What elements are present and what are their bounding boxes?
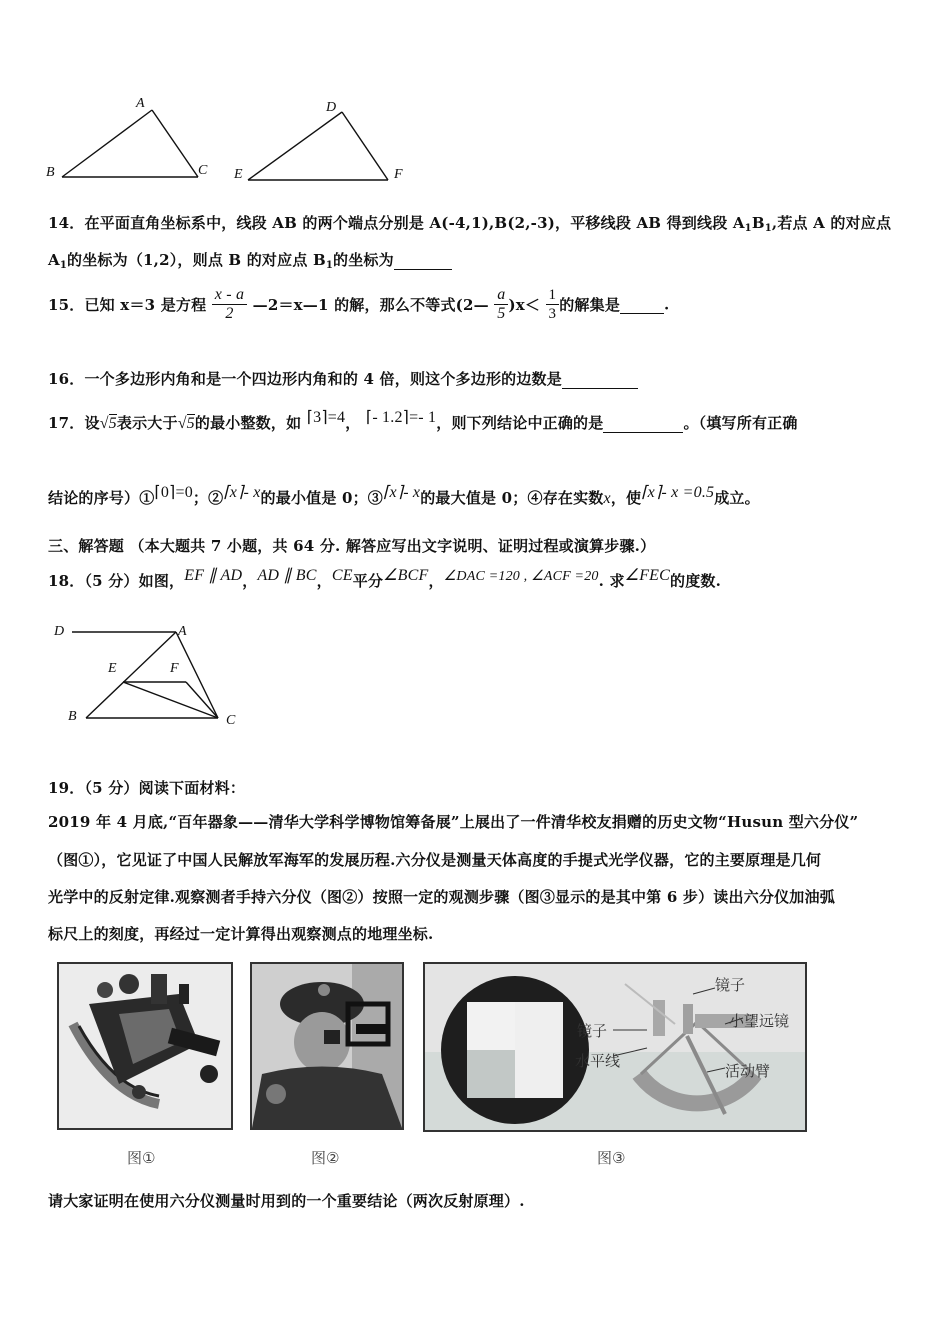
q18-figure [50, 620, 250, 735]
tri-label-a: A [136, 96, 145, 111]
fig18-label-f: F [170, 661, 179, 676]
q19-para-3: 光学中的反射定律.观察测者手持六分仪（图②）按照一定的观测步骤（图③显示的是其中第 6 步）读出六分仪加油弧 [48, 888, 835, 906]
q15-frac-3: $\frac{1}{3}$ [546, 286, 560, 323]
q17-line1: 17．设√5表示大于√5的最小整数，如 ⌈3⌉=4， ⌈- 1.2⌉=- 1，则下列结论中正确的是 。（填写所有正确 [48, 409, 798, 432]
fig18-label-c: C [226, 713, 236, 728]
q14-answer-blank[interactable] [394, 251, 452, 270]
fig18-label-a: A [178, 624, 187, 639]
section-3-heading: 三、解答题 （本大题共 7 小题，共 64 分. 解答应写出文字说明、证明过程或演算步骤.） [48, 537, 656, 555]
tri-label-f: F [394, 167, 403, 182]
q17-answer-blank[interactable] [603, 414, 683, 433]
q16-line: 16．一个多边形内角和是一个四边形内角和的 4 倍，则这个多边形的边数是 [48, 368, 638, 389]
q14-line1: 14．在平面直角坐标系中，线段 AB 的两个端点分别是 A(-4,1),B(2,-3)，平移线段 AB 得到线段 $A_1B_1$,若点 A 的对应点 [48, 214, 892, 234]
observer-photo [250, 962, 404, 1130]
fig18-label-e: E [108, 661, 117, 676]
q19-para-1: 2019 年 4 月底,“百年器象——清华大学科学博物馆筹备展”上展出了一件清华校友捐赠的历史文物“Husun 型六分仪” [48, 813, 859, 831]
q14-line2: $A_1$的坐标为（1,2），则点 B 的对应点 $B_1$的坐标为 [48, 249, 452, 271]
q19-para-2: （图①），它见证了中国人民解放军海军的发展历程.六分仪是测量天体高度的手提式光学仪器，它的主要原理是几何 [48, 851, 822, 869]
caption-fig-1: 图① [127, 1149, 156, 1167]
triangles-figure [40, 92, 420, 192]
q17-line2: 结论的序号）①⌈0⌉=0；②⌈x⌉- x的最小值是 0；③⌈x⌉- x的最大值是 0；④存在实数x，使⌈x⌉- x =0.5成立。 [48, 484, 760, 507]
fig18-label-d: D [54, 624, 65, 639]
tri-label-b: B [46, 165, 55, 180]
caption-fig-2: 图② [311, 1149, 340, 1167]
caption-fig-3: 图③ [597, 1149, 626, 1167]
q15-line: 15．已知 x＝3 是方程 $\frac{x - a}{2}$ —2＝x—1 的解，那么不等式(2— $\frac{a}{5}$ )x＜ $\frac{1}{3}$ 的解集是 . [48, 286, 670, 322]
label-horizon: 水平线 [575, 1052, 621, 1070]
tri-label-e: E [234, 167, 243, 182]
q19-closing: 请大家证明在使用六分仪测量时用到的一个重要结论（两次反射原理）. [48, 1192, 525, 1210]
label-mirror-top: 镜子 [715, 976, 746, 994]
fig18-label-b: B [68, 709, 77, 724]
q15-frac-1: $\frac{x - a}{2}$ [212, 286, 247, 323]
q15-answer-blank[interactable] [620, 295, 664, 314]
label-telescope: 小望远镜 [729, 1012, 790, 1030]
sextant-photo [57, 962, 233, 1130]
label-mirror-left: 镜子 [577, 1022, 608, 1040]
q19-title: 19．（5 分）阅读下面材料： [48, 779, 246, 797]
tri-label-c: C [198, 163, 208, 178]
sextant-diagram [423, 962, 807, 1132]
tri-label-d: D [326, 100, 337, 115]
q19-para-4: 标尺上的刻度，再经过一定计算得出观察测点的地理坐标. [48, 925, 434, 943]
q16-answer-blank[interactable] [562, 370, 638, 389]
q15-frac-2: $\frac{a}{5}$ [494, 286, 508, 323]
q18-line: 18．（5 分）如图，EF ∥ AD，AD ∥ BC，CE平分∠BCF，∠DAC =120 , ∠ACF =20. 求∠FEC的度数. [48, 567, 722, 590]
label-arm: 活动臂 [725, 1062, 771, 1080]
